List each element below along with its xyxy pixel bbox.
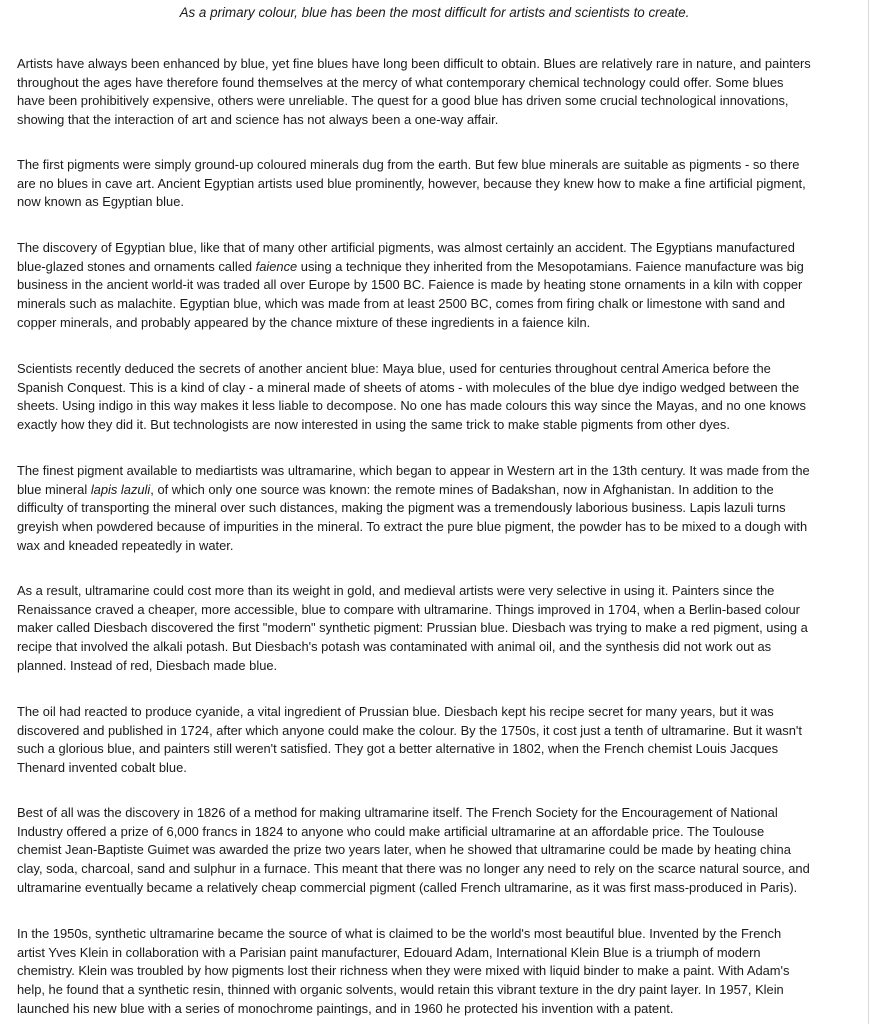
paragraph-line: clay, soda, charcoal, sand and sulphur in a furnace. This meant that there was no longer any need to rely on the scarce natural source, and [17, 861, 810, 877]
paragraph-line: As a result, ultramarine could cost more than its weight in gold, and medieval artists were very selective in using it. Painters since the [17, 583, 775, 598]
paragraph-line: The oil had reacted to produce cyanide, a vital ingredient of Prussian blue. Diesbach kept his recipe secret for many years, but it was [17, 704, 774, 719]
paragraph-line: maker called Diesbach discovered the first "modern" synthetic pigment: Prussian blue. Diesbach was trying to make a red pigment, using a [17, 620, 808, 636]
paragraph-line: chemistry. Klein was troubled by how pigments lost their richness when they were mixed with liquid binder to make a paint. With Adam's [17, 963, 790, 979]
paragraph-line: wax and kneaded repeatedly in water. [17, 537, 234, 553]
paragraph-line: The discovery of Egyptian blue, like that of many other artificial pigments, was almost certainly an accident. The Egyptians manufactured [17, 240, 795, 255]
paragraph-line: planned. Instead of red, Diesbach made blue. [17, 657, 278, 673]
paragraph-4 [17, 360, 855, 435]
italic-term: lapis lazuli [90, 481, 151, 497]
paragraph-line: launched his new blue with a series of monochrome paintings, and in 1960 he protected his invention with a patent. [17, 1000, 674, 1016]
passage-subtitle: As a primary colour, blue has been the most difficult for artists and scientists to create. [179, 5, 690, 20]
paragraph-line: blue mineral lapis lazuli, of which only one source was known: the remote mines of Badakshan, now in Afghanistan. In addition to the [17, 481, 774, 497]
paragraph-line: business in the ancient world-it was traded all over Europe by 1500 BC. Faience is made by heating stone ornaments in a kiln with copper [17, 277, 803, 293]
paragraph-line: showing that the interaction of art and science has not always been a one-way affair. [17, 112, 499, 128]
paragraph-line: such a glorious blue, and painters still weren't satisfied. They got a better alternative in 1802, when the French chemist Louis Jacques [17, 741, 779, 757]
paragraph-2 [17, 156, 855, 212]
paragraph-3 [17, 239, 855, 333]
paragraph-line: artist Yves Klein in collaboration with a Parisian paint manufacturer, Edouard Adam, International Klein Blue is a triumph of modern [17, 944, 761, 960]
paragraph-line: Renaissance craved a cheaper, more accessible, blue to compare with ultramarine. Things improved in 1704, when a Berlin-based colour [17, 601, 800, 617]
paragraph-line: Thenard invented cobalt blue. [17, 760, 187, 776]
paragraph-5 [17, 462, 855, 556]
paragraph-line: exactly how they did it. But technologists are now interested in using the same trick to make stable pigments from other dyes. [17, 417, 730, 433]
paragraph-line: sheets. Using indigo in this way makes it less liable to decompose. No one has made colours this way since the Mayas, and no one knows [17, 398, 806, 414]
paragraph-line: Artists have always been enhanced by blue, yet fine blues have long been difficult to obtain. Blues are relatively rare in nature, and painters [17, 56, 811, 71]
paragraph-line: chemist Jean-Baptiste Guimet was awarded the prize two years later, when he showed that ultramarine could be made by heating china [17, 842, 791, 858]
paragraph-line: recipe that involved the alkali potash. But Diesbach's potash was contaminated with animal oil, and the synthesis did not work out as [17, 639, 772, 655]
italic-term: faience [255, 258, 298, 274]
paragraph-line: Industry offered a prize of 6,000 francs in 1824 to anyone who could make artificial ultramarine at an affordable price. The Toulouse [17, 823, 765, 839]
paragraph-line: Scientists recently deduced the secrets of another ancient blue: Maya blue, used for centuries throughout central America before the [17, 361, 771, 376]
paragraph-line: greyish when powdered because of impurities in the mineral. To extract the pure blue pigment, the powder has to be mixed to a dough with [17, 519, 808, 535]
paragraph-line: ultramarine eventually became a relatively cheap commercial pigment (called French ultramarine, as it was first mass-produced in Paris). [17, 879, 798, 895]
paragraph-line: Spanish Conquest. This is a kind of clay - a mineral made of sheets of atoms - with molecules of the blue dye indigo wedged between the [17, 379, 800, 395]
paragraph-line: throughout the ages have therefore found themselves at the mercy of what contemporary chemical technology could offer. Some blues [17, 74, 784, 90]
paragraph-line: help, he found that a synthetic resin, thinned with organic solvents, would retain this vibrant texture in the dry paint layer. In 1957, Klein [17, 982, 784, 998]
paragraph-line: copper minerals, and probably appeared by the chance mixture of these ingredients in a faience kiln. [17, 314, 591, 330]
paragraph-line: have been prohibitively expensive, others were unreliable. The quest for a good blue has driven some crucial technological innovations, [17, 93, 789, 109]
paragraph-line: discovered and published in 1724, after which anyone could make the colour. By the 1750s, it cost just a tenth of ultramarine. But it wasn't [17, 722, 802, 738]
paragraph-9 [17, 925, 855, 1019]
paragraph-line: now known as Egyptian blue. [17, 194, 184, 210]
paragraph-line: are no blues in cave art. Ancient Egyptian artists used blue prominently, however, because they knew how to make a fine artificial pigment, [17, 175, 806, 191]
paragraph-8 [17, 804, 855, 898]
paragraph-7 [17, 703, 855, 778]
paragraph-line: minerals such as malachite. Egyptian blue, which was made from at least 2500 BC, comes from firing chalk or limestone with sand and [17, 296, 786, 312]
paragraph-line: difficulty of transporting the mineral over such distances, making the pigment was a tremendously laborious business. Lapis lazuli turns [17, 500, 786, 516]
paragraph-line: The finest pigment available to mediartists was ultramarine, which began to appear in Western art in the 13th century. It was made from the [17, 463, 810, 478]
paragraph-line: Best of all was the discovery in 1826 of a method for making ultramarine itself. The French Society for the Encouragement of National [17, 805, 778, 820]
paragraph-line: blue-glazed stones and ornaments called faience using a technique they inherited from the Mesopotamians. Faience manufacture was big [17, 258, 804, 274]
paragraph-1 [17, 55, 855, 130]
paragraph-line: The first pigments were simply ground-up coloured minerals dug from the earth. But few blue minerals are suitable as pigments - so there [17, 157, 800, 172]
paragraph-6 [17, 582, 855, 676]
paragraph-line: In the 1950s, synthetic ultramarine became the source of what is claimed to be the world's most beautiful blue. Invented by the French [17, 926, 782, 941]
